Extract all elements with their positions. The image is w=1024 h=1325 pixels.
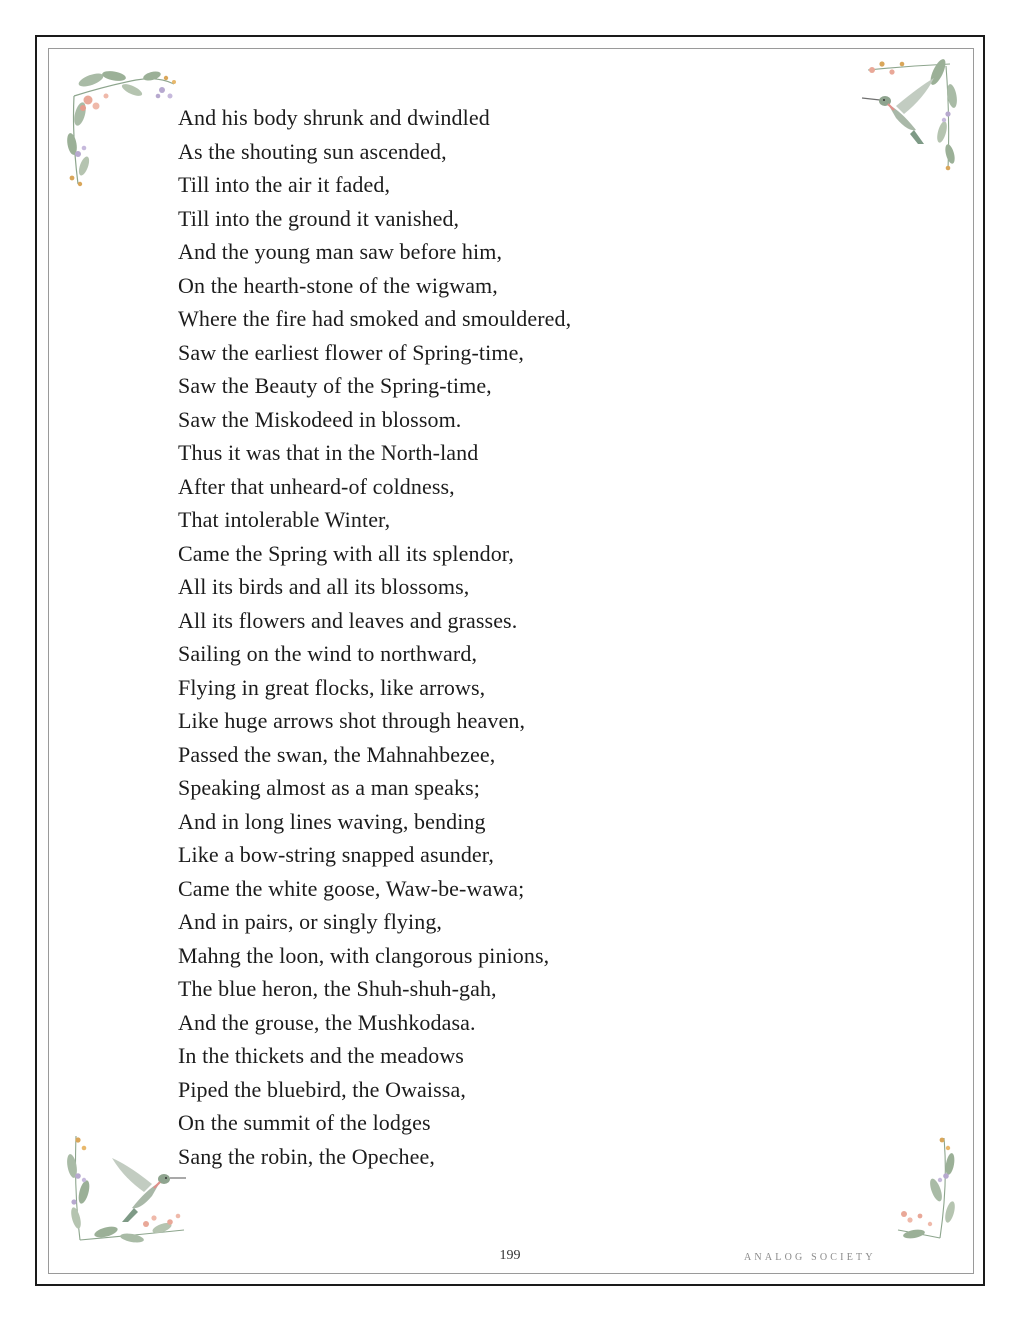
poem-line: That intolerable Winter,	[178, 507, 391, 532]
poem-line: Speaking almost as a man speaks;	[178, 775, 480, 800]
floral-corner-icon	[890, 1134, 960, 1246]
poem-line: On the hearth-stone of the wigwam,	[178, 272, 498, 298]
poem-line: On the summit of the lodges	[178, 1110, 431, 1135]
hummingbird-floral-icon	[858, 56, 958, 176]
poem-line: Mahng the loon, with clangorous pinions,	[178, 942, 550, 968]
poem-line: Till into the air it faded,	[178, 172, 391, 197]
poem-line: Like a bow-string snapped asunder,	[178, 842, 494, 867]
poem-line: Like huge arrows shot through heaven,	[178, 708, 526, 733]
poem-line: Flying in great flocks, like arrows,	[178, 674, 486, 700]
poem-line: As the shouting sun ascended,	[178, 138, 447, 164]
poem-line: Piped the bluebird, the Owaissa,	[178, 1076, 466, 1102]
poem-line: After that unheard-of coldness,	[178, 473, 455, 499]
poem-line: Came the white goose, Waw-be-wawa;	[178, 875, 525, 901]
poem-line: In the thickets and the meadows	[178, 1043, 464, 1068]
poem-line: Passed the swan, the Mahnahbezee,	[178, 741, 496, 767]
poem-line: Saw the Beauty of the Spring-time,	[178, 373, 492, 398]
poem-line: Sang the robin, the Opechee,	[178, 1143, 435, 1169]
poem-line: All its flowers and leaves and grasses.	[178, 607, 518, 633]
floral-corner-icon	[66, 66, 181, 191]
hummingbird-floral-icon	[66, 1132, 191, 1247]
poem-line: And in long lines waving, bending	[178, 808, 486, 834]
poem-line: Saw the Miskodeed in blossom.	[178, 406, 462, 432]
poem-line: The blue heron, the Shuh-shuh-gah,	[178, 976, 497, 1001]
poem-line: And the grouse, the Mushkodasa.	[178, 1009, 476, 1035]
page-number: 199	[499, 1248, 521, 1263]
poem-line: And in pairs, or singly flying,	[178, 909, 443, 934]
poem-line: Where the fire had smoked and smouldered,	[178, 306, 572, 331]
poem-line: Till into the ground it vanished,	[178, 205, 460, 231]
poem-line: Thus it was that in the North-land	[178, 440, 479, 465]
poem-line: And his body shrunk and dwindled	[178, 105, 490, 130]
poem-line: Saw the earliest flower of Spring-time,	[178, 339, 525, 365]
poem-line: All its birds and all its blossoms,	[178, 574, 470, 599]
poem-line: And the young man saw before him,	[178, 239, 503, 264]
publisher-name: ANALOG SOCIETY	[744, 1252, 876, 1263]
poem-stanza	[178, 101, 571, 1173]
poem-line: Came the Spring with all its splendor,	[178, 540, 514, 566]
poem-line: Sailing on the wind to northward,	[178, 641, 478, 666]
